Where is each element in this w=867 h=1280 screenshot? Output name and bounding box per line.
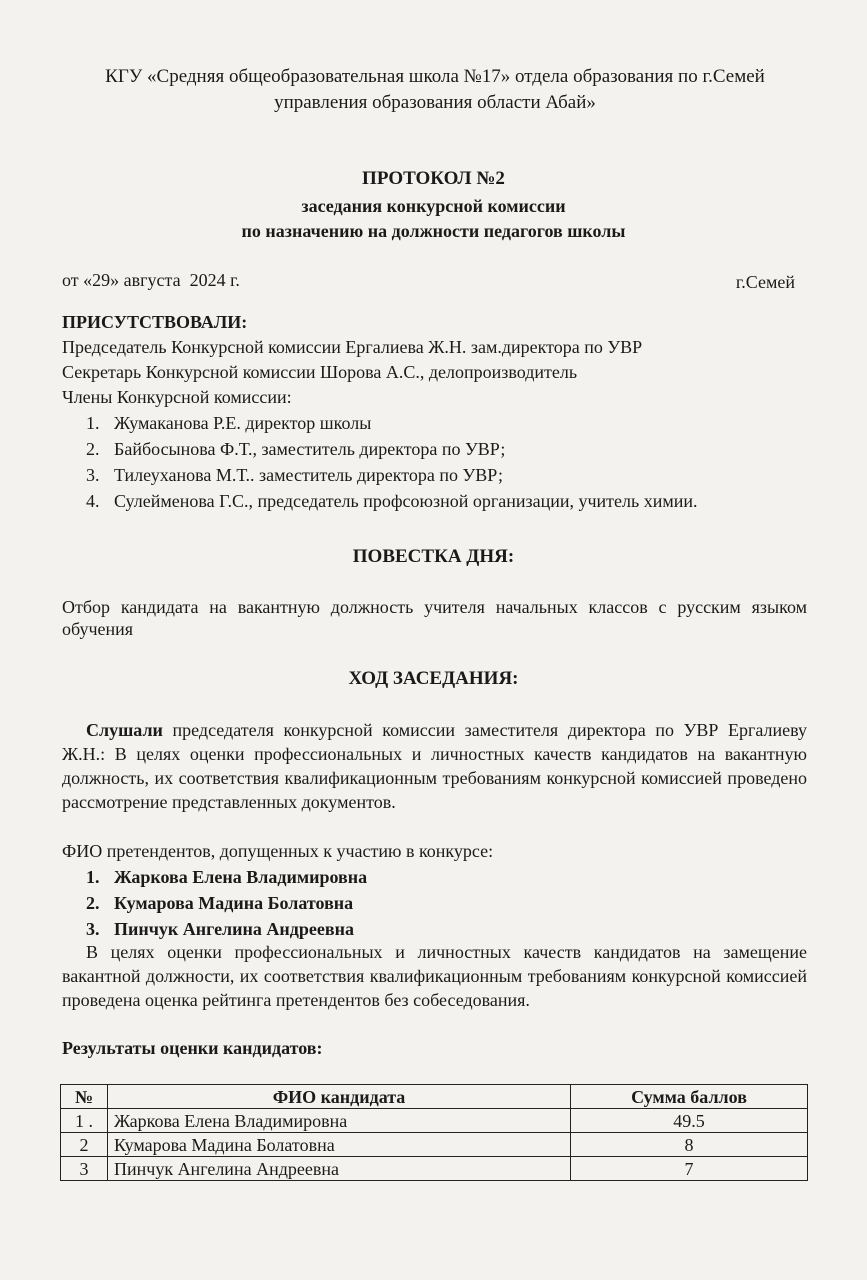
cell-name: Пинчук Ангелина Андреевна (108, 1157, 571, 1181)
list-number: 4. (86, 491, 100, 511)
list-item (86, 410, 698, 436)
column-header-no: № (61, 1085, 108, 1109)
protocol-subtitle-line-1: заседания конкурсной комиссии (301, 196, 566, 216)
candidate-name: Жаркова Елена Владимировна (114, 867, 368, 887)
agenda-text: Отбор кандидата на вакантную должность учителя начальных классов с русским языком обучения (62, 597, 807, 639)
member-text: Жумаканова Р.Е. директор школы (114, 413, 372, 433)
candidate-name: Пинчук Ангелина Андреевна (114, 919, 354, 939)
cell-no: 1 . (61, 1109, 108, 1133)
protocol-title: ПРОТОКОЛ №2 (362, 168, 505, 189)
members-label: Члены Конкурсной комиссии: (62, 387, 292, 407)
list-number: 3. (86, 919, 100, 939)
list-number: 2. (86, 893, 100, 913)
candidate-name: Кумарова Мадина Болатовна (114, 893, 354, 913)
members-list (86, 410, 698, 514)
meeting-heading: ХОД ЗАСЕДАНИЯ: (348, 668, 519, 689)
candidates-list (86, 864, 367, 942)
assessment-text: В целях оценки профессиональных и личностных качеств кандидатов на замещение вакантной должности, их соответствия квалификационным требованиям конкурсной комиссией проведена оценка рейтинга претендентов без собеседования. (62, 942, 807, 1010)
cell-score: 7 (571, 1157, 808, 1181)
protocol-subtitle (0, 194, 867, 244)
secretary-line: Секретарь Конкурсной комиссии Шорова А.С., делопроизводитель (62, 362, 578, 382)
list-item (86, 864, 367, 890)
heard-paragraph (62, 718, 807, 814)
organization-header (40, 64, 830, 116)
member-text: Байбосынова Ф.Т., заместитель директора по УВР; (114, 439, 506, 459)
assessment-paragraph (62, 940, 807, 1012)
cell-no: 2 (61, 1133, 108, 1157)
protocol-date: от «29» августа 2024 г. (62, 270, 240, 290)
heard-label: Слушали (86, 720, 163, 740)
cell-score: 8 (571, 1133, 808, 1157)
table-row (61, 1133, 808, 1157)
list-number: 1. (86, 867, 100, 887)
list-item (86, 916, 367, 942)
protocol-city: г.Семей (735, 272, 795, 292)
heard-text: председателя конкурсной комиссии заместителя директора по УВР Ергалиеву Ж.Н.: В целях оценки профессиональных и личностных качеств кандидатов на вакантную должность, их соответствия квалификационным требованиям конкурсной комиссией проведено рассмотрение представленных документов. (62, 720, 807, 812)
table-row (61, 1157, 808, 1181)
cell-name: Жаркова Елена Владимировна (108, 1109, 571, 1133)
list-item (86, 488, 698, 514)
cell-score: 49.5 (571, 1109, 808, 1133)
present-heading: ПРИСУТСТВОВАЛИ: (62, 312, 248, 332)
list-number: 1. (86, 413, 100, 433)
table-row (61, 1109, 808, 1133)
list-number: 2. (86, 439, 100, 459)
results-heading: Результаты оценки кандидатов: (62, 1038, 323, 1058)
org-line-1: КГУ «Средняя общеобразовательная школа №17» отдела образования по г.Семей (105, 66, 765, 87)
org-line-2: управления образования области Абай» (274, 92, 596, 113)
protocol-subtitle-line-2: по назначению на должности педагогов школы (241, 221, 626, 241)
list-item (86, 890, 367, 916)
list-number: 3. (86, 465, 100, 485)
list-item (86, 436, 698, 462)
cell-name: Кумарова Мадина Болатовна (108, 1133, 571, 1157)
column-header-name: ФИО кандидата (108, 1085, 571, 1109)
candidates-label: ФИО претендентов, допущенных к участию в конкурсе: (62, 841, 494, 861)
cell-no: 3 (61, 1157, 108, 1181)
table-header-row (61, 1085, 808, 1109)
member-text: Тилеуханова М.Т.. заместитель директора по УВР; (114, 465, 503, 485)
chair-line: Председатель Конкурсной комиссии Ергалиева Ж.Н. зам.директора по УВР (62, 337, 643, 357)
list-item (86, 462, 698, 488)
agenda-heading: ПОВЕСТКА ДНЯ: (352, 546, 515, 567)
results-table (60, 1084, 808, 1181)
member-text: Сулейменова Г.С., председатель профсоюзной организации, учитель химии. (114, 491, 698, 511)
column-header-score: Сумма баллов (571, 1085, 808, 1109)
